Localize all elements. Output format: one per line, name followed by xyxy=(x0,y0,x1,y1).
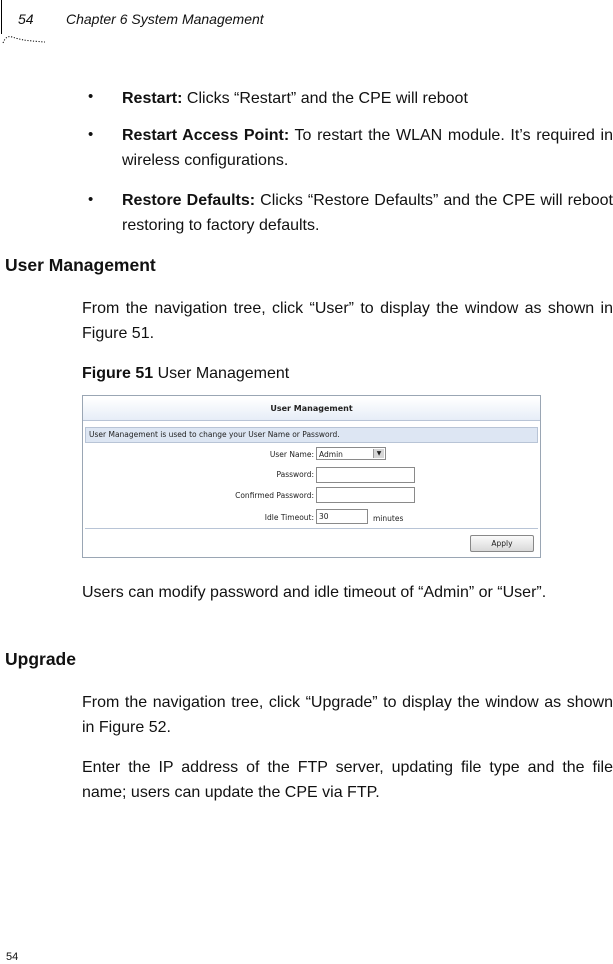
idle-timeout-input[interactable] xyxy=(316,509,368,524)
header-dotted-curve xyxy=(2,34,46,44)
section-heading-user-management: User Management xyxy=(5,255,156,275)
screenshot-footer xyxy=(85,528,538,555)
bullet-restore-defaults xyxy=(122,188,613,238)
idle-timeout-value: 30 xyxy=(319,512,329,521)
apply-button[interactable]: Apply xyxy=(470,535,534,552)
user-name-label: User Name: xyxy=(269,450,314,459)
confirmed-password-input[interactable] xyxy=(316,487,415,503)
user-management-after: Users can modify password and idle timeout of “Admin” or “User”. xyxy=(82,584,547,601)
idle-timeout-label: Idle Timeout: xyxy=(264,513,314,522)
password-input[interactable] xyxy=(316,467,415,483)
figure-caption-text: User Management xyxy=(153,365,290,382)
bullet-text: To restart the WLAN module. It’s required in wireless configurations. xyxy=(122,127,613,169)
user-name-select[interactable] xyxy=(316,447,386,460)
bullet-label: Restart Access Point: xyxy=(122,127,290,144)
bullet-text: Clicks “Restart” and the CPE will reboot xyxy=(182,90,468,107)
confirmed-password-label: Confirmed Password: xyxy=(235,491,314,500)
figure-label: Figure 51 xyxy=(82,365,154,382)
upgrade-para-1: From the navigation tree, click “Upgrade” to display the window as shown in Figure 52. xyxy=(82,694,613,736)
header-rule xyxy=(1,0,2,34)
bullet-symbol: • xyxy=(88,191,94,208)
bullet-text: Clicks “Restore Defaults” and the CPE will reboot restoring to factory defaults. xyxy=(122,192,613,234)
screenshot-description: User Management is used to change your User Name or Password. xyxy=(85,427,538,443)
bullet-restart-access-point xyxy=(122,123,613,173)
bullet-symbol: • xyxy=(88,126,94,143)
password-label: Password: xyxy=(276,470,314,479)
bullet-restart xyxy=(122,86,613,111)
user-name-value: Admin xyxy=(319,450,343,459)
bullet-label: Restore Defaults: xyxy=(122,192,256,209)
bullet-symbol: • xyxy=(88,88,94,105)
chapter-title: Chapter 6 System Management xyxy=(66,11,264,27)
chevron-down-icon: ▼ xyxy=(373,449,384,458)
user-management-intro: From the navigation tree, click “User” to display the window as shown in Figure 51. xyxy=(82,300,613,342)
idle-timeout-unit: minutes xyxy=(373,514,404,523)
user-management-screenshot xyxy=(82,395,541,558)
screenshot-title: User Management xyxy=(83,398,540,421)
bullet-label: Restart: xyxy=(122,90,183,107)
figure-51-caption xyxy=(82,361,613,386)
footer-page-number: 54 xyxy=(6,951,19,963)
section-heading-upgrade: Upgrade xyxy=(5,649,76,669)
upgrade-para-2: Enter the IP address of the FTP server, updating file type and the file name; users can update the CPE via FTP. xyxy=(82,759,613,801)
header-page-number: 54 xyxy=(18,11,34,27)
